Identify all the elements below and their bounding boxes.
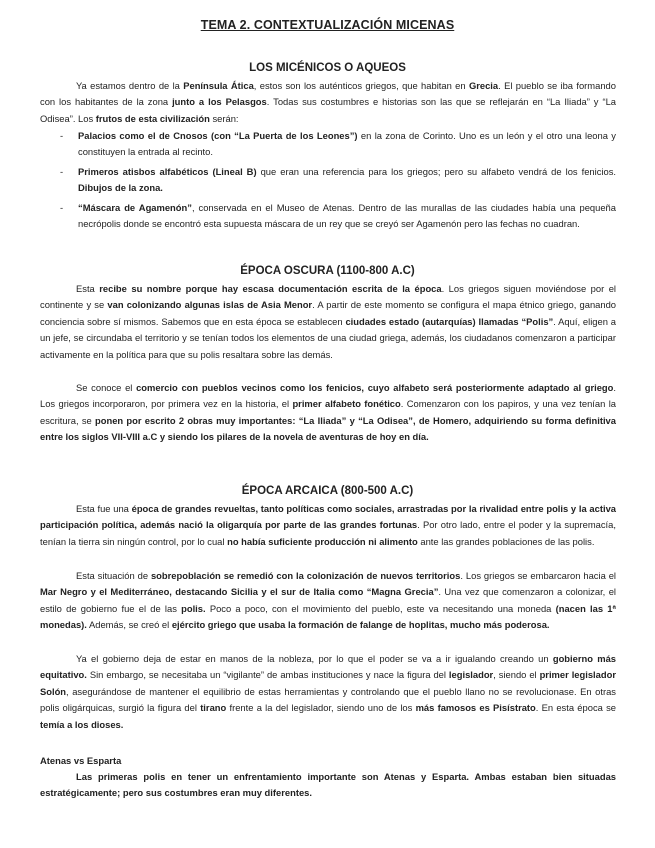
section-heading-arcaica: ÉPOCA ARCAICA (800-500 A.C) bbox=[241, 485, 414, 497]
bullet-item: - “Máscara de Agamenón”, conservada en el Museo de Atenas. Dentro de las murallas de las ciudades había una pequeña necrópolis donde se encontró esta supuesta máscara de un rey que se creyó ser Agamenón pero las fechas no cuadran. bbox=[60, 201, 616, 230]
bullet-item: - Palacios como el de Cnosos (con “La Puerta de los Leones”) en la zona de Corinto. Uno es un león y el otro una leona y constituyen la entrada al recinto. bbox=[60, 130, 616, 158]
paragraph-oscura-1: Esta recibe su nombre porque hay escasa documentación escrita de la época. Los griegos siguen moviéndose por el continente y se van colonizando algunas islas de Asia Menor. A partir de este momento se configura el mapa étnico griego, ganando conciencia sobre sí mismos. Sabemos que en esta época se establecen ciudades estado (autarquías) llamadas “Polis”. Aquí, eligen a un jefe, se circundaba el territorio y se tenían todos los elementos de una ciudad griega, además, los ciudadanos comenzaron a participar activamente en la política para que su polis resaltara sobre las demás. bbox=[40, 283, 617, 360]
paragraph-micenicos-intro: Ya estamos dentro de la Península Ática, estos son los auténticos griegos, que habitan en Grecia. El pueblo se iba formando con los habitantes de la zona junto a los Pelasgos. Todas sus costumbres e historias son las que se reflejarán en “La Iliada” y “La Odisea”. Los frutos de esta civilización serán: bbox=[40, 80, 616, 124]
section-heading-oscura: ÉPOCA OSCURA (1100-800 A.C) bbox=[240, 265, 415, 277]
paragraph-oscura-2: Se conoce el comercio con pueblos vecinos como los fenicios, cuyo alfabeto será posteriormente adaptado al griego. Los griegos incorporaron, por primera vez en la historia, el primer alfabeto fonético. Comenzaron con los papiros, y una vez tenían la escritura, se ponen por escrito 2 obras muy importantes: “La Iliada” y “La Odisea”, de Homero, adquiriendo su forma definitiva entre los siglos VII-VIII a.C y siendo los pilares de la novela de aventuras de hoy en día. bbox=[40, 382, 616, 443]
bullet-item: - Primeros atisbos alfabéticos (Lineal B) que eran una referencia para los griegos; pero su alfabeto vendrá de los fenicios. Dibujos de la zona. bbox=[60, 165, 616, 194]
subheading-atenas-esparta: Atenas vs Esparta bbox=[40, 755, 122, 766]
bullet-list-frutos bbox=[40, 128, 616, 235]
paragraph-arcaica-3: Ya el gobierno deja de estar en manos de la nobleza, por lo que el poder se va a ir igualando creando un gobierno más equitativo. Sin embargo, se necesitaba un “vigilante” de ambas instituciones y nace la figura del legislador, siendo el primer legislador Solón, asegurándose de mantener el equilibrio de estas herramientas y controlando que el pueblo llano no se revolucionase. En otras polis oligárquicas, surgió la figura del tirano frente a la del legislador, siendo uno de los más famosos es Pisístrato. En esta época se temía a los dioses. bbox=[40, 653, 616, 730]
paragraph-arcaica-2: Esta situación de sobrepoblación se remedió con la colonización de nuevos territorios. Los griegos se embarcaron hacia el Mar Negro y el Mediterráneo, destacando Sicilia y el sur de Italia como “Magna Grecia”. Una vez que comenzaron a colonizar, el estilo de gobierno fue el de las polis. Poco a poco, con el movimiento del pueblo, este va necesitando una moneda (nacen las 1ª monedas). Además, se creó el ejército griego que usaba la formación de falange de hoplitas, mucho más poderosa. bbox=[40, 570, 616, 631]
document-title: TEMA 2. CONTEXTUALIZACIÓN MICENAS bbox=[200, 18, 455, 32]
paragraph-arcaica-1: Esta fue una época de grandes revueltas, tanto políticas como sociales, arrastradas por la rivalidad entre polis y la activa participación política, además nació la oligarquía por parte de las grandes fortunas. Por otro lado, entre el poder y la supremacía, tenían la tierra sin ningún control, por lo cual no había suficiente producción ni alimento ante las grandes poblaciones de las polis. bbox=[40, 503, 617, 547]
paragraph-atenas-esparta: Las primeras polis en tener un enfrentamiento importante son Atenas y Esparta. Ambas estaban bien situadas estratégicamente; pero sus costumbres eran muy diferentes. bbox=[40, 771, 616, 799]
section-heading-micenicos: LOS MICÉNICOS O AQUEOS bbox=[249, 62, 406, 74]
